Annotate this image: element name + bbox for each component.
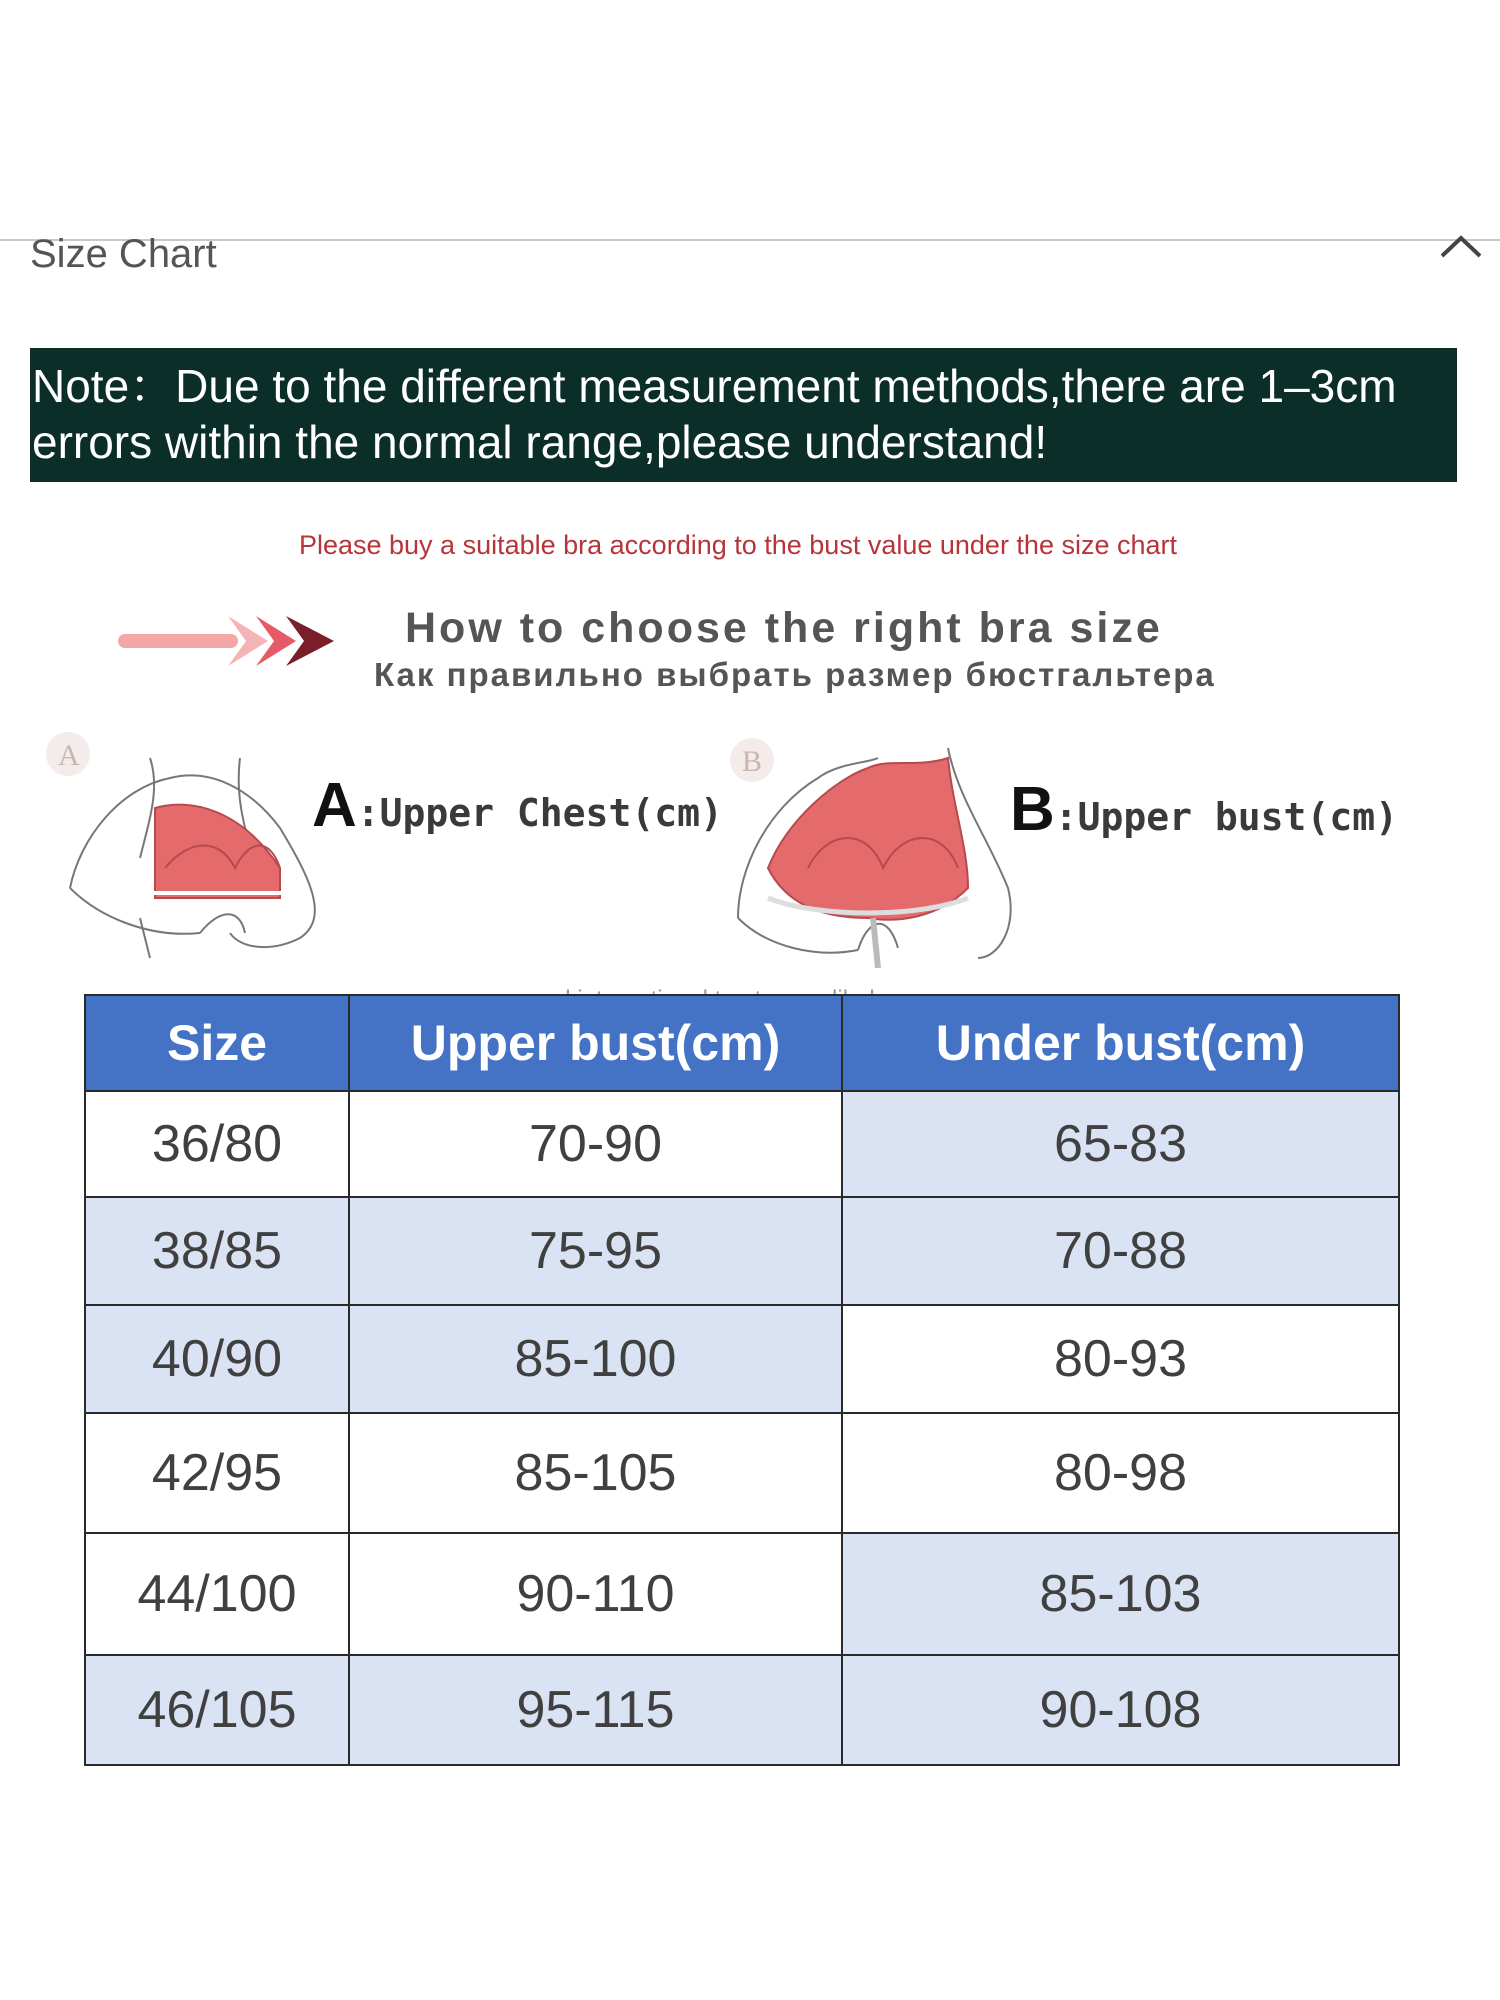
cell-under-bust: 65-83 xyxy=(842,1091,1399,1197)
header-size: Size xyxy=(85,995,349,1091)
arrows-icon xyxy=(118,610,344,672)
label-b-letter: B xyxy=(1010,775,1055,844)
cell-size: 44/100 xyxy=(85,1533,349,1655)
cell-upper-bust: 95-115 xyxy=(349,1655,842,1765)
label-a-letter: A xyxy=(312,771,357,840)
buy-hint: Please buy a suitable bra according to the bust value under the size chart xyxy=(298,530,1178,560)
cell-size: 40/90 xyxy=(85,1305,349,1413)
cell-upper-bust: 85-100 xyxy=(349,1305,842,1413)
table-row xyxy=(85,1655,1399,1765)
table-row xyxy=(85,1091,1399,1197)
cell-upper-bust: 75-95 xyxy=(349,1197,842,1305)
cell-under-bust: 70-88 xyxy=(842,1197,1399,1305)
header-under-bust: Under bust(cm) xyxy=(842,995,1399,1091)
header-upper-bust: Upper bust(cm) xyxy=(349,995,842,1091)
cell-under-bust: 80-93 xyxy=(842,1305,1399,1413)
cell-upper-bust: 90-110 xyxy=(349,1533,842,1655)
illus-a-tag: A xyxy=(58,739,80,772)
table-row xyxy=(85,1533,1399,1655)
label-a-text: :Upper Chest(cm) xyxy=(356,791,723,835)
illus-b-tag: B xyxy=(742,745,763,778)
table-header-row xyxy=(85,995,1399,1091)
guide-title: How to choose the right bra size xyxy=(405,604,1163,652)
cell-under-bust: 85-103 xyxy=(842,1533,1399,1655)
cell-size: 38/85 xyxy=(85,1197,349,1305)
note-line-1: Note：Due to the different measurement methods,there are 1–3cm xyxy=(32,360,1397,412)
table-row xyxy=(85,1305,1399,1413)
cell-size: 36/80 xyxy=(85,1091,349,1197)
top-divider xyxy=(0,239,1500,241)
label-b-text: :Upper bust(cm) xyxy=(1054,795,1398,839)
upper-chest-illustration xyxy=(40,718,340,968)
cell-upper-bust: 70-90 xyxy=(349,1091,842,1197)
size-table xyxy=(84,994,1400,1766)
cell-size: 42/95 xyxy=(85,1413,349,1533)
label-upper-chest xyxy=(312,770,723,841)
cell-size: 46/105 xyxy=(85,1655,349,1765)
cell-under-bust: 90-108 xyxy=(842,1655,1399,1765)
note-line-2: errors within the normal range,please understand! xyxy=(32,416,1048,468)
cell-upper-bust: 85-105 xyxy=(349,1413,842,1533)
label-upper-bust xyxy=(1010,774,1398,845)
upper-bust-illustration xyxy=(718,718,1028,968)
note-banner xyxy=(30,348,1457,482)
guide-subtitle: Как правильно выбрать размер бюстгальтера xyxy=(374,656,1216,693)
table-row xyxy=(85,1197,1399,1305)
chevron-up-icon[interactable] xyxy=(1438,230,1484,264)
table-row xyxy=(85,1413,1399,1533)
cell-under-bust: 80-98 xyxy=(842,1413,1399,1533)
section-title: Size Chart xyxy=(30,232,217,276)
